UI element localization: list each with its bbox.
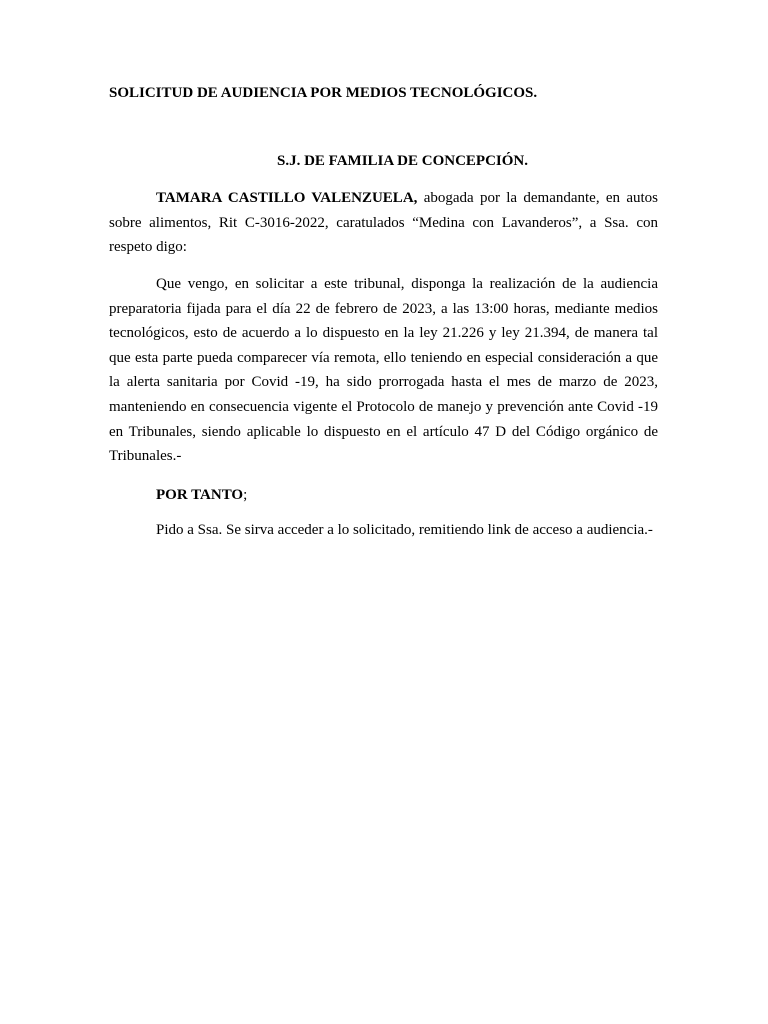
- request-paragraph: Pido a Ssa. Se sirva acceder a lo solicitado, remitiendo link de acceso a audiencia.-: [156, 522, 653, 538]
- por-tanto-paragraph: [109, 483, 658, 508]
- court-addressee: S.J. DE FAMILIA DE CONCEPCIÓN.: [277, 153, 528, 169]
- attorney-name: TAMARA CASTILLO VALENZUELA,: [156, 190, 418, 206]
- main-paragraph: Que vengo, en solicitar a este tribunal, disponga la realización de la audiencia preparatoria fijada para el día 22 de febrero de 2023, a las 13:00 horas, mediante medios tecnológicos, esto de acuerdo a lo dispuesto en la ley 21.226 y ley 21.394, de manera tal que esta parte pueda comparecer vía remota, ello teniendo en especial consideración a que la alerta sanitaria por Covid -19, ha sido prorrogada hasta el mes de marzo de 2023, manteniendo en consecuencia vigente el Protocolo de manejo y prevención ante Covid -19 en Tribunales, siendo aplicable lo dispuesto en el artículo 47 D del Código orgánico de Tribunales.-: [109, 276, 658, 465]
- por-tanto-punct: ;: [243, 487, 248, 503]
- intro-text: abogada por la demandante, en autos sobre alimentos, Rit C-3016-2022, caratulados “Medina con Lavanderos”, a Ssa. con respeto digo:: [109, 190, 658, 256]
- intro-paragraph: [109, 186, 658, 260]
- por-tanto-label: POR TANTO: [156, 487, 244, 503]
- document-title: SOLICITUD DE AUDIENCIA POR MEDIOS TECNOLÓGICOS.: [109, 85, 538, 101]
